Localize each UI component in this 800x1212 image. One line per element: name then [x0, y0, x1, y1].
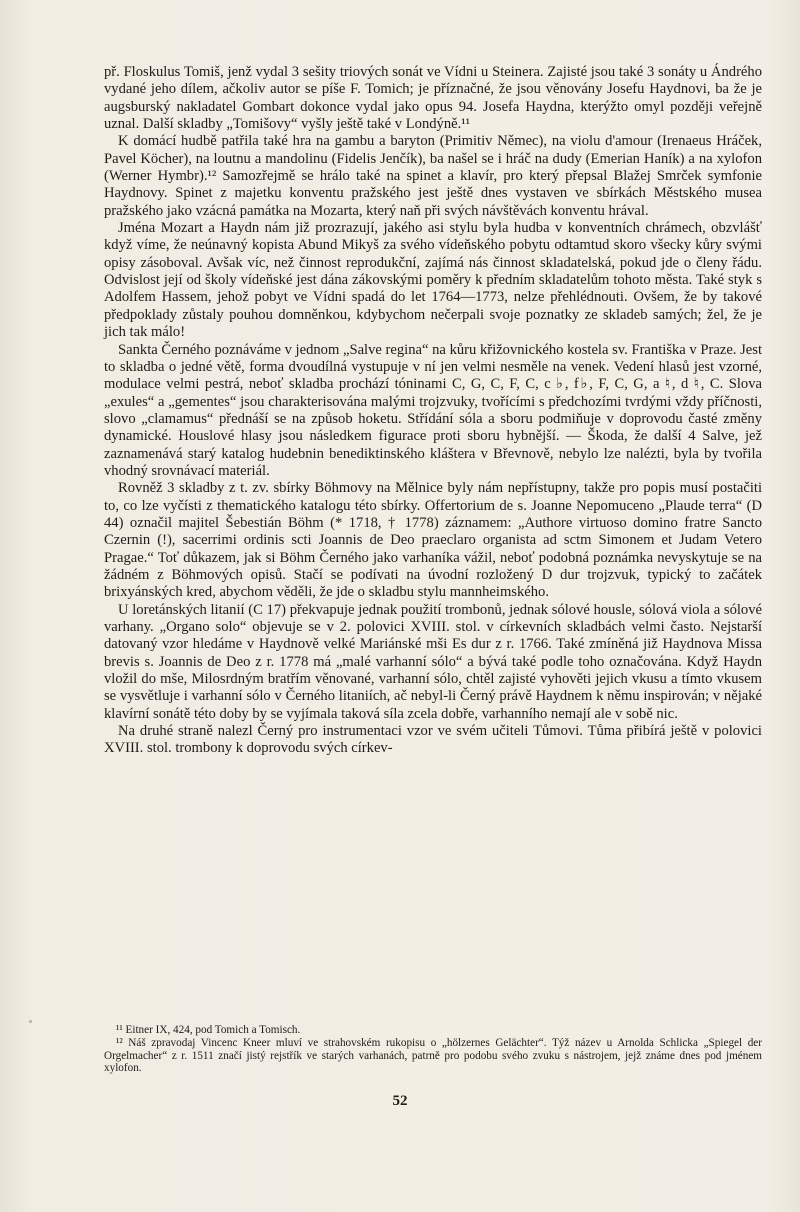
- paper-speck: [29, 1020, 32, 1023]
- paragraph-2: K domácí hudbě patřila také hra na gambu a baryton (Primitiv Němec), na violu d'amour (Irenaeus Hráček, Pavel Köcher), na loutnu a mandolinu (Fidelis Jenčík), ba našel se i hráč na dudy (Emerian Haník) a na xylofon (Werner Hymbr).¹² Samozřejmě se hrálo také na spinet a klavír, pro který přepsal Blažej Smrček symfonie Haydnovy. Spinet z majetku konventu pražského jest ještě dnes vystaven ve sbírkách Městského musea pražského jako vzácná památka na Mozarta, který naň při svých návštěvách konventu hrával.: [104, 133, 762, 219]
- footnote-11: ¹¹ Eitner IX, 424, pod Tomich a Tomisch.: [116, 1024, 301, 1036]
- paragraph-3: Jména Mozart a Haydn nám již prozrazují, jakého asi stylu byla hudba v konventních chrámech, obzvlášť když víme, že neúnavný kopista Abund Mikyš za svého vídeňského pobytu odtamtud skoro všecky kůry svými opisy zásoboval. Avšak víc, než činnost reprodukční, zajímá nás činnost skladatelská, pokud jde o členy řádu. Odvislost její od školy vídeňské jest dána zákovskými poměry k předním skladatelům tohoto města. Také styk s Adolfem Hassem, jehož pobyt ve Vídni spadá do let 1764—1773, nelze přehlédnouti. Ovšem, že by takové předpoklady zůstaly pouhou domněnkou, kdybychom nečerpali svoje poznatky ze skladeb samých; žel, že je jich tak málo!: [104, 220, 762, 341]
- paragraph-5: Rovněž 3 skladby z t. zv. sbírky Böhmovy na Mělnice byly nám nepřístupny, takže pro popis musí postačiti to, co lze vyčísti z thematického katalogu této sbírky. Offertorium de s. Joanne Nepomuceno „Plaude terra“ (D 44) označil majitel Šebestián Böhm (* 1718, † 1778) záznamem: „Authore virtuoso domino fratre Sancto Czernin (!), sacerrimi ordinis scti Joannis de Deo praeclaro organista ad sctm Simonem et Judam Vetero Pragae.“ Toť důkazem, jak si Böhm Černého jako varhaníka vážil, neboť podobná poznámka nevyskytuje se na žádném z Böhmových opisů. Stačí se podívati na úvodní rozložený D dur trojzvuk, typický to začátek brixyánských kred, abychom věděli, že jde o skladbu stylu mannheimského.: [104, 480, 762, 601]
- paragraph-7: Na druhé straně nalezl Černý pro instrumentaci vzor ve svém učiteli Tůmovi. Tůma přibírá ještě v polovici XVIII. stol. trombony k doprovodu svých církev-: [104, 723, 762, 757]
- body-text: [104, 64, 762, 758]
- page-number: 52: [392, 1093, 408, 1109]
- paragraph-1: př. Floskulus Tomiš, jenž vydal 3 sešity triových sonát ve Vídni u Steinera. Zajisté jsou také 3 sonáty u Ándrého vydané jeho dílem, ačkoliv autor se píše F. Tomich; je příznačné, že jsou věnovány Josefu Haydnovi, ba že je augsburský nakladatel Gombart dokonce vydal jako opus 94. Josefa Haydna, kterýžto omyl později veřejně uznal. Další skladby „Tomišovy“ vyšly ještě také v Londýně.¹¹: [104, 64, 762, 133]
- footnotes: [104, 1024, 762, 1075]
- paragraph-6: U loretánských litanií (C 17) překvapuje jednak použití trombonů, jednak sólové housle, sólová viola a sólové varhany. „Organo solo“ objevuje se v 2. polovici XVIII. stol. v církevních skladbách velmi často. Nejstarší datovaný vzor hledáme v Haydnově velké Mariánské mši Es dur z r. 1766. Také zmíněná již Haydnova Missa brevis s. Joannis de Deo z r. 1778 má „malé varhanní sólo“ a bývá také podle toho označována. Když Haydn vložil do mše, Milosrdným bratřím věnované, varhanní sólo, chtěl zajisté vyhověti jejich vkusu a tímto vkusem se vysvětluje i varhanní sólo v Černého litaniích, ač nebyl-li Černý právě Haydnem k němu inspirován; v nějaké klavírní sonátě této doby by se vyjímala taková síla zcela dobře, varhanního nemají ale v sobě nic.: [104, 601, 762, 722]
- footnote-12: ¹² Náš zpravodaj Vincenc Kneer mluví ve strahovském rukopisu o „hölzernes Gelächter“. Týž název u Arnolda Schlicka „Spiegel der Orgelmacher“ z r. 1511 značí jistý rejstřík ve starých varhanách, patrně pro podobu svého zvuku s nástrojem, jejž známe dnes pod jménem xylofon.: [104, 1036, 762, 1075]
- paragraph-4: Sankta Černého poznáváme v jednom „Salve regina“ na kůru křižovnického kostela sv. Františka v Praze. Jest to skladba o jedné větě, forma dvoudílná vystupuje v ní jen velmi nesměle na venek. Vedení hlasů jest vzorné, modulace velmi pestrá, neboť skladba prochází tóninami C, G, C, F, C, c ♭, f♭, F, C, G, a ♮, d ♮, C. Slova „exules“ a „gementes“ jsou charakterisována malými trojzvuky, tvořícími s předchozími tvrdými vždy příčnosti, slovo „clamamus“ přednáší se na způsob hoketu. Střídání sóla a sboru podmiňuje v doprovodu časté změny dynamické. Houslové hlasy jsou následkem figurace proti sboru hybnější. — Škoda, že další 4 Salve, jež zaznamenává starý katalog hudebnin benediktinského kláštera v Břevnově, nebylo lze nalézti, byla by tvořila vhodný srovnávací materiál.: [104, 341, 762, 479]
